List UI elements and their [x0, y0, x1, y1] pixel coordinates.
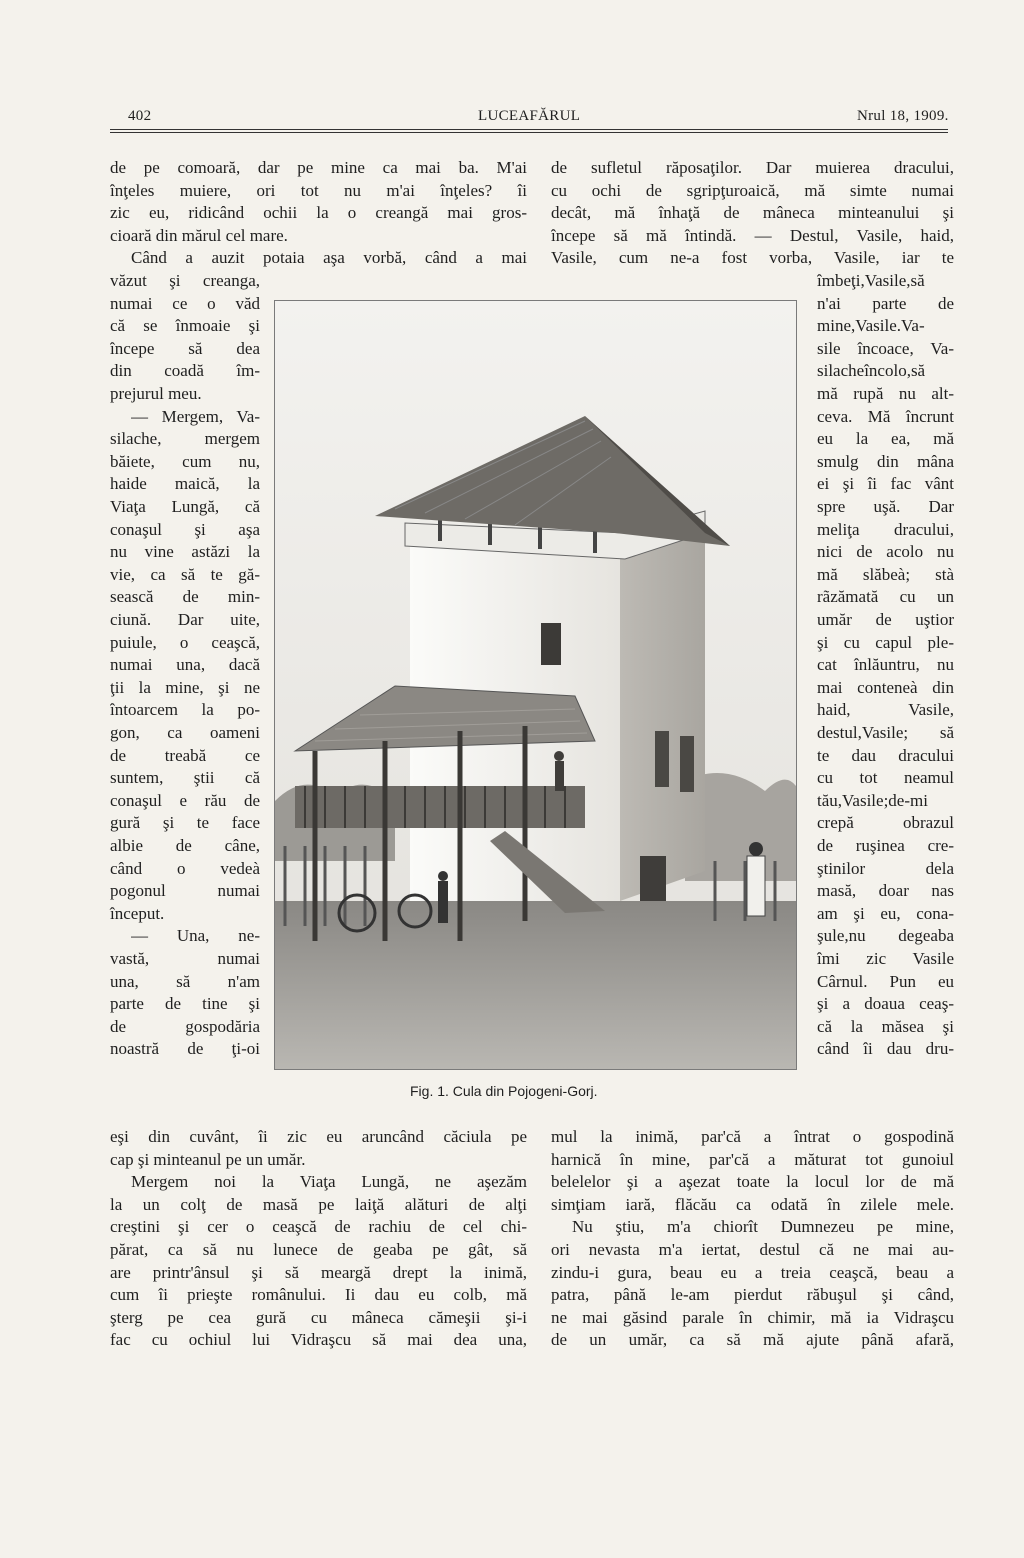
right-column-line: şi cu capul ple- — [817, 632, 954, 652]
right-column-line: Vasile, cum ne-a fost vorba, Vasile, iar te — [551, 248, 954, 268]
left-column-line: are printr'ânsul şi să meargă drept la inimă, — [110, 1262, 527, 1282]
right-column-line: Cârnul. Pun eu — [817, 971, 954, 991]
right-column-line: patra, până le-am pierdut răbuşul şi când, — [551, 1285, 954, 1305]
right-column-line: meliţa dracului, — [817, 519, 954, 539]
right-column-line: de ruşinea cre- — [817, 836, 954, 855]
right-column-line: că la măsea şi — [817, 1016, 954, 1036]
left-column-line: eşi din cuvânt, îi zic eu aruncând căciula pe — [110, 1127, 527, 1146]
left-column-line: ţii la mine, şi ne — [110, 677, 260, 697]
right-column-line: şule,nu degeaba — [817, 926, 954, 946]
left-column-line: parte de tine şi — [110, 994, 260, 1014]
left-column-line: întoarcem la po- — [110, 700, 260, 720]
figure-caption: Fig. 1. Cula din Pojogeni-Gorj. — [410, 1083, 598, 1099]
left-column-line: nu vine astăzi la — [110, 542, 260, 562]
left-column-line: silache, mergem — [110, 429, 260, 449]
left-column-line: sească de min- — [110, 587, 260, 607]
left-column-line: că se înmoaie şi — [110, 316, 260, 336]
right-column-line: de sufletul răposaţilor. Dar muierea dracului, — [551, 158, 954, 177]
left-column-line: de pe comoară, dar pe mine ca mai ba. M'ai — [110, 158, 527, 177]
left-column-line: una, să n'am — [110, 971, 260, 991]
right-column-line: simţiam iară, flăcău ca odată în zilele mele. — [551, 1194, 954, 1214]
left-column-line: Mergem noi la Viaţa Lungă, ne aşezăm — [131, 1172, 527, 1192]
right-column-line: mă rupă nu alt- — [817, 384, 954, 403]
right-column-line: Nu ştiu, m'a chiorît Dumnezeu pe mine, — [572, 1217, 954, 1237]
header-rule — [110, 129, 948, 130]
left-column-line: fac cu ochiul lui Vidraşcu să mai dea una, — [110, 1330, 527, 1350]
right-column-line: mine,Vasile.Va- — [817, 316, 925, 336]
left-column-line: gură şi te face — [110, 813, 260, 833]
right-column-line: umăr de uştior — [817, 610, 954, 629]
right-column-line: destul,Vasile; să — [817, 723, 954, 742]
right-column-line: şi a doaua ceaş- — [817, 994, 954, 1014]
left-column-line: conaşul e rău de — [110, 790, 260, 810]
right-column-line: spre uşă. Dar — [817, 497, 954, 516]
left-column-line: numai ce o văd — [110, 293, 260, 313]
left-column-line: de gospodăria — [110, 1016, 260, 1036]
right-column-line: ceva. Mă încrunt — [817, 406, 954, 426]
right-column-line: harnică în mine, par'că a măturat tot gunoiul — [551, 1149, 954, 1169]
right-column-line: eu la ea, mă — [817, 429, 954, 449]
left-column-line: — Mergem, Va- — [131, 406, 260, 426]
journal-title: LUCEAFĂRUL — [478, 108, 581, 124]
right-column-line: de un umăr, ca să mă ajute până afară, — [551, 1330, 954, 1350]
right-column-line: mă slăbeà; stà — [817, 564, 954, 584]
right-column-line: rãzămată cu un — [817, 587, 954, 607]
left-column-line: înţeles muiere, ori tot nu m'ai înţeles? îi — [110, 180, 527, 200]
right-column-line: mul la inimă, par'că a întrat o gospodină — [551, 1127, 954, 1146]
left-column-line: când o vedeà — [110, 858, 260, 878]
left-column-line: băiete, cum nu, — [110, 451, 260, 471]
left-column-line: creştini şi cer o ceaşcă de rachiu de cel chi- — [110, 1217, 527, 1237]
right-column-line: cu ochi de sgripţuroaică, mă simte numai — [551, 180, 954, 200]
right-column-line: n'ai parte de — [817, 293, 954, 313]
right-column-line: haid, Vasile, — [817, 700, 954, 720]
right-column-line: crepă obrazul — [817, 813, 954, 833]
right-column-line: ne mai găsind parale în chimir, mă ia Vidraşcu — [551, 1307, 954, 1327]
right-column-line: masă, doar nas — [817, 881, 954, 901]
left-column-line: cioară din mărul cel mare. — [110, 225, 288, 245]
right-column-line: îmi zic Vasile — [817, 949, 954, 968]
left-column-line: ciună. Dar uite, — [110, 610, 260, 629]
right-column-line: îmbeţi,Vasile,să — [817, 271, 925, 290]
left-column-line: văzut şi creanga, — [110, 271, 260, 290]
left-column-line: conaşul şi aşa — [110, 519, 260, 539]
left-column-line: vastă, numai — [110, 949, 260, 968]
right-column-line: cat înlăuntru, nu — [817, 655, 954, 675]
left-column-line: părat, ca să nu lunece de geaba pe gât, să — [110, 1240, 527, 1259]
right-column-line: sile încoace, Va- — [817, 338, 954, 358]
left-column-line: pogonul numai — [110, 881, 260, 901]
right-column-line: nici de acolo nu — [817, 542, 954, 562]
left-column-line: din coadă îm- — [110, 361, 260, 381]
left-column-line: numai una, dacă — [110, 655, 260, 675]
header-rule-double — [110, 132, 948, 133]
right-column-line: ei şi îi fac vânt — [817, 474, 954, 494]
left-column-line: Viaţa Lungă, că — [110, 497, 260, 516]
right-column-line: decât, mă înhaţă de mâneca minteanului şi — [551, 203, 954, 223]
left-column-line: albie de câne, — [110, 836, 260, 855]
left-column-line: suntem, ştii că — [110, 768, 260, 788]
left-column-line: gon, ca oameni — [110, 723, 260, 742]
right-column-line: zindu-i gura, beau eu a treia ceaşcă, beau a — [551, 1262, 954, 1282]
right-column-line: mai conteneà din — [817, 677, 954, 697]
right-column-line: silacheîncolo,să — [817, 361, 926, 381]
right-column-line: am şi eu, cona- — [817, 903, 954, 923]
left-column-line: prejurul meu. — [110, 384, 202, 403]
left-column-line: şterg pe cea gură cu mâneca cămeşii şi-i — [110, 1307, 527, 1327]
right-column-line: te dau dracului — [817, 745, 954, 765]
right-column-line: ştinilor dela — [817, 858, 954, 878]
right-column-line: începe să mă întindă. — Destul, Vasile, haid, — [551, 225, 954, 245]
left-column-line: noastră de ţi-oi — [110, 1039, 260, 1059]
left-column-line: cum îi prieşte românului. Ii dau eu colb, mă — [110, 1285, 527, 1305]
left-column-line: de treabă ce — [110, 745, 260, 765]
left-column-line: puiule, o ceaşcă, — [110, 632, 260, 652]
right-column-line: smulg din mâna — [817, 451, 954, 471]
left-column-line: zic eu, ridicând ochii la o creangă mai gros- — [110, 203, 527, 223]
issue-number: Nrul 18, 1909. — [857, 108, 949, 124]
right-column-line: când îi dau dru- — [817, 1039, 954, 1059]
left-column-line: Când a auzit potaia aşa vorbă, când a mai — [131, 248, 527, 268]
right-column-line: belelelor şi a aşezat toate la locul lor de mă — [551, 1172, 954, 1192]
right-column-line: cu tot neamul — [817, 768, 954, 788]
left-column-line: haide maică, la — [110, 474, 260, 494]
left-column-line: vie, ca să te gă- — [110, 564, 260, 584]
left-column-line: la un colţ de masă pe laiţă alături de alţi — [110, 1194, 527, 1214]
right-column-line: tău,Vasile;de-mi — [817, 790, 928, 810]
left-column-line: — Una, ne- — [131, 926, 260, 946]
page-number: 402 — [128, 108, 152, 124]
left-column-line: început. — [110, 903, 165, 923]
figure-photo — [274, 300, 797, 1070]
right-column-line: ori nevasta m'a iertat, destul că ne mai au- — [551, 1240, 954, 1259]
left-column-line: începe să dea — [110, 338, 260, 358]
left-column-line: cap şi minteanul pe un umăr. — [110, 1149, 306, 1169]
